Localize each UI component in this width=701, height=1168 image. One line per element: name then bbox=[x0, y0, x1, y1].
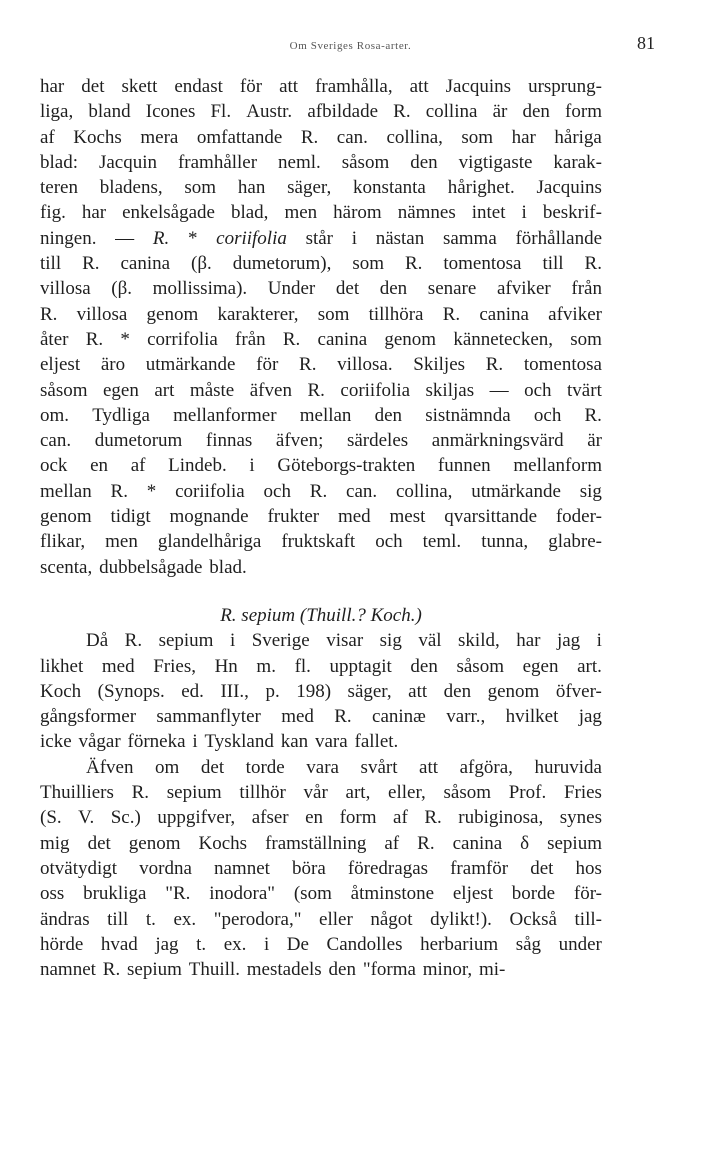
text-line: fig. har enkelsågade blad, men härom nämnes intet i beskrif- bbox=[40, 202, 602, 224]
text-line: mig det genom Kochs framställning af R. canina δ sepium bbox=[40, 832, 602, 854]
text-line: blad: Jacquin framhåller neml. såsom den vigtigaste karak- bbox=[40, 151, 602, 173]
text-line: om. Tydliga mellanformer mellan den sistnämnda och R. bbox=[40, 404, 602, 426]
text-line: såsom egen art måste äfven R. coriifolia skiljas — och tvärt bbox=[40, 379, 602, 401]
paragraph-rosa-coriifolia bbox=[40, 74, 602, 580]
text-line: åter R. * corrifolia från R. canina genom kännetecken, som bbox=[40, 328, 602, 350]
section-heading bbox=[40, 603, 602, 628]
page-number: 81 bbox=[637, 33, 655, 53]
text-line: eljest äro utmärkande för R. villosa. Skiljes R. tomentosa bbox=[40, 354, 602, 376]
text-line: flikar, men glandelhåriga fruktskaft och teml. tunna, glabre- bbox=[40, 531, 602, 553]
text-line: Äfven om det torde vara svårt att afgöra, huruvida bbox=[86, 756, 602, 778]
text-line: (S. V. Sc.) uppgifver, afser en form af R. rubiginosa, synes bbox=[40, 807, 602, 829]
text-line: icke vågar förneka i Tyskland kan vara fallet. bbox=[40, 731, 399, 753]
text-line: liga, bland Icones Fl. Austr. afbildade R. collina är den form bbox=[40, 101, 602, 123]
text-line: scenta, dubbelsågade blad. bbox=[40, 556, 247, 578]
text-line: ningen. — R. * coriifolia står i nästan samma förhållande bbox=[40, 227, 602, 249]
running-head: Om Sveriges Rosa-arter. bbox=[289, 40, 412, 52]
text-line: mellan R. * coriifolia och R. can. collina, utmärkande sig bbox=[40, 480, 602, 502]
text-line: villosa (β. mollissima). Under det den senare afviker från bbox=[40, 278, 602, 300]
text-line: ock en af Lindeb. i Göteborgs-trakten funnen mellanform bbox=[40, 455, 602, 477]
text-line: gångsformer sammanflyter med R. caninæ varr., hvilket jag bbox=[40, 706, 602, 728]
text-line: otvätydigt vordna namnet böra föredragas framför det hos bbox=[40, 857, 602, 879]
text-line: af Kochs mera omfattande R. can. collina, som har håriga bbox=[40, 126, 602, 148]
text-line: namnet R. sepium Thuill. mestadels den "forma minor, mi- bbox=[40, 959, 506, 981]
text-line: har det skett endast för att framhålla, att Jacquins ursprung- bbox=[40, 76, 602, 97]
text-line: oss brukliga "R. inodora" (som åtminstone eljest borde för- bbox=[40, 883, 602, 905]
text-line: R. villosa genom karakterer, som tillhöra R. canina afviker bbox=[40, 303, 602, 325]
text-line: can. dumetorum finnas äfven; särdeles anmärkningsvärd är bbox=[40, 430, 602, 452]
text-line: Koch (Synops. ed. III., p. 198) säger, att den genom öfver- bbox=[40, 680, 602, 702]
text-line: hörde hvad jag t. ex. i De Candolles herbarium såg under bbox=[40, 933, 602, 955]
body-text bbox=[40, 74, 602, 982]
text-line: genom tidigt mognande frukter med mest qvarsittande foder- bbox=[40, 506, 602, 528]
text-line: till R. canina (β. dumetorum), som R. tomentosa till R. bbox=[40, 253, 602, 275]
text-line: ändras till t. ex. "perodora," eller något dylikt!). Också till- bbox=[40, 908, 602, 930]
paragraph-rosa-sepium bbox=[40, 628, 602, 982]
text-line: likhet med Fries, Hn m. fl. upptagit den såsom egen art. bbox=[40, 655, 602, 677]
text-line: Då R. sepium i Sverige visar sig väl skild, har jag i bbox=[86, 630, 602, 652]
text-line: Thuilliers R. sepium tillhör vår art, eller, såsom Prof. Fries bbox=[40, 782, 602, 804]
text-line: teren bladens, som han säger, konstanta hårighet. Jacquins bbox=[40, 177, 602, 199]
section-heading-text: R. sepium (Thuill.? Koch.) bbox=[220, 604, 422, 626]
